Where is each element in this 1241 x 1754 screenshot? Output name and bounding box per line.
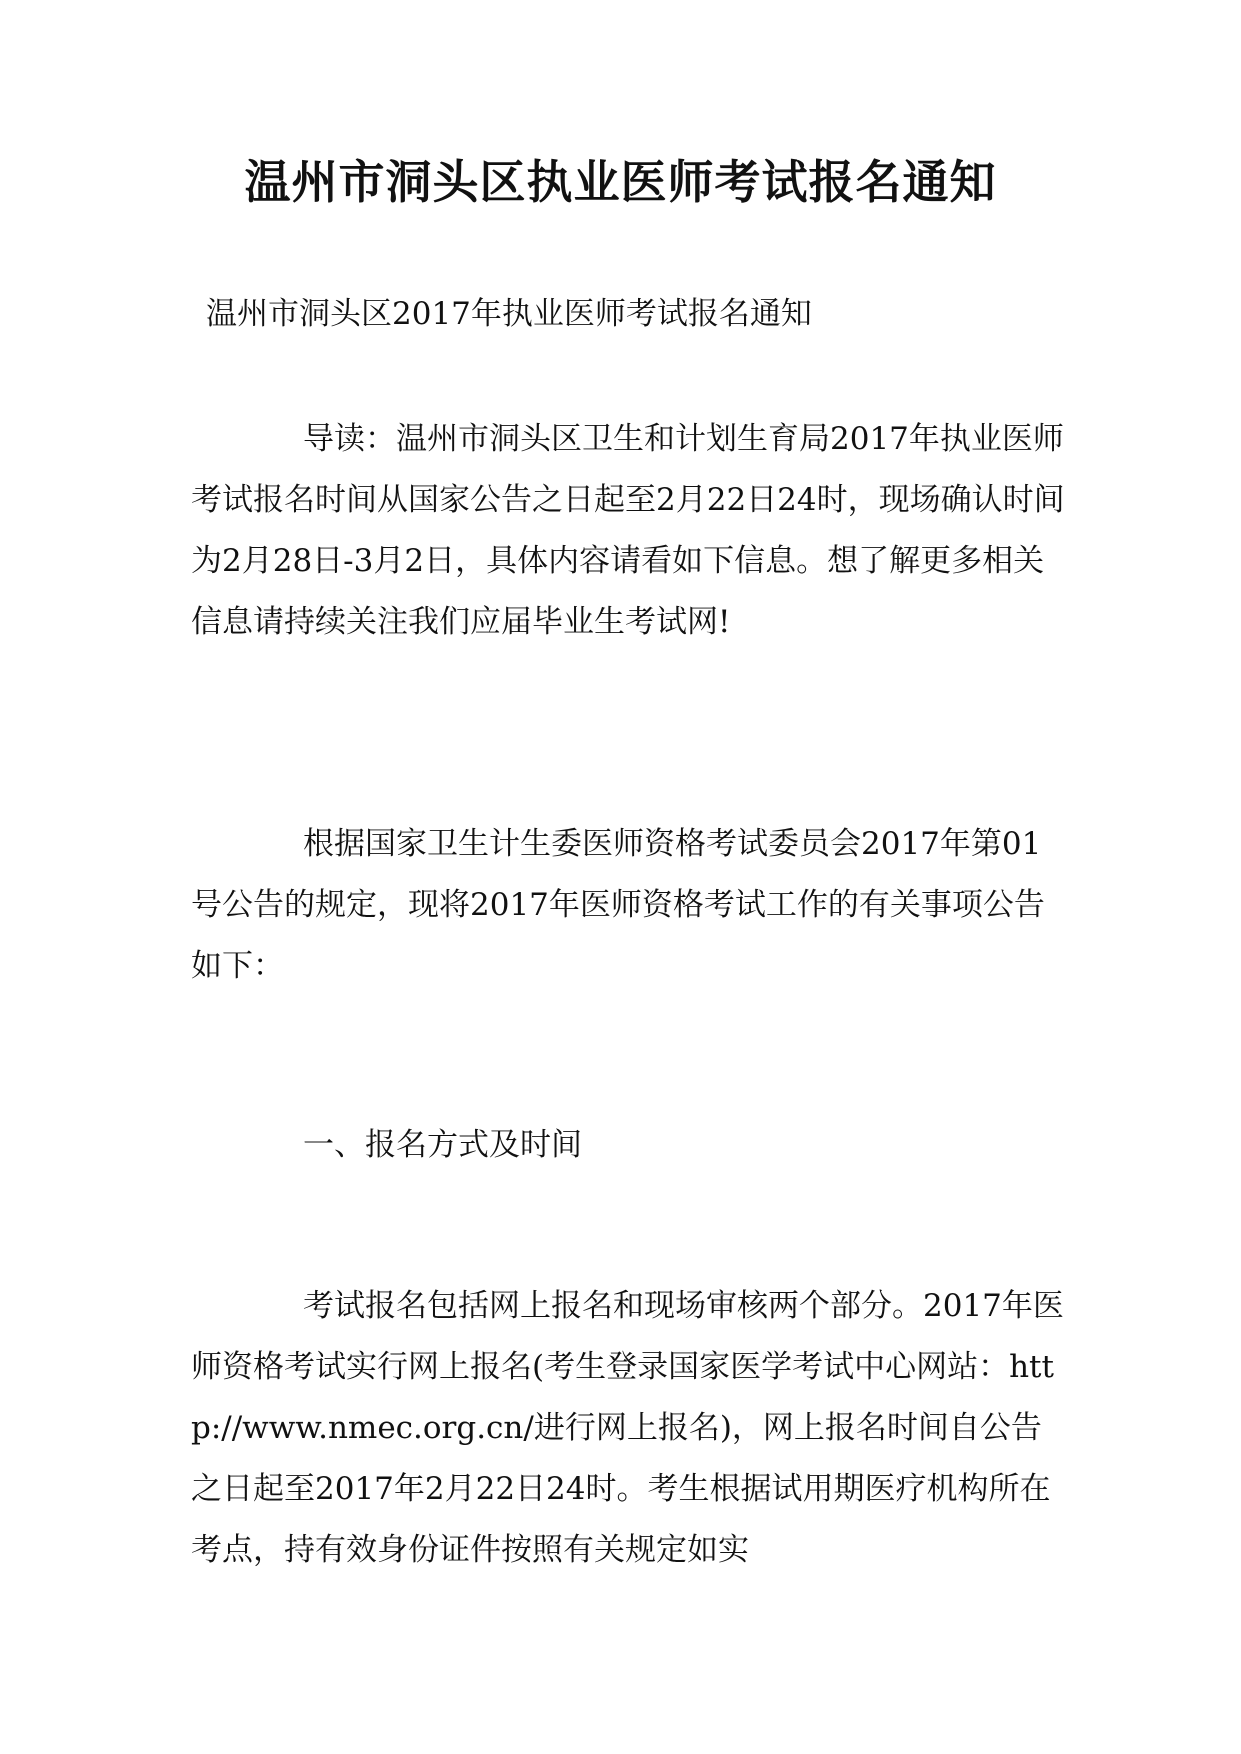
document-title: 温州市洞头区执业医师考试报名通知 — [244, 155, 997, 209]
document-subtitle: 温州市洞头区2017年执业医师考试报名通知 — [206, 296, 812, 332]
announcement-paragraph: 根据国家卫生计生委医师资格考试委员会2017年第01号公告的规定，现将2017年医师资格考试工作的有关事项公告如下： — [191, 826, 1045, 984]
registration-paragraph: 考试报名包括网上报名和现场审核两个部分。2017年医师资格考试实行网上报名(考生登录国家医学考试中心网站：http://www.nmec.org.cn/进行网上报名)，网上报名时间自公告之日起至2017年2月22日24时。考生根据试用期医疗机构所在考点，持有效身份证件按照有关规定如实 — [191, 1288, 1064, 1568]
intro-paragraph: 导读：温州市洞头区卫生和计划生育局2017年执业医师考试报名时间从国家公告之日起至2月22日24时，现场确认时间为2月28日-3月2日，具体内容请看如下信息。想了解更多相关信息请持续关注我们应届毕业生考试网! — [191, 421, 1065, 640]
section-heading: 一、报名方式及时间 — [303, 1127, 582, 1163]
